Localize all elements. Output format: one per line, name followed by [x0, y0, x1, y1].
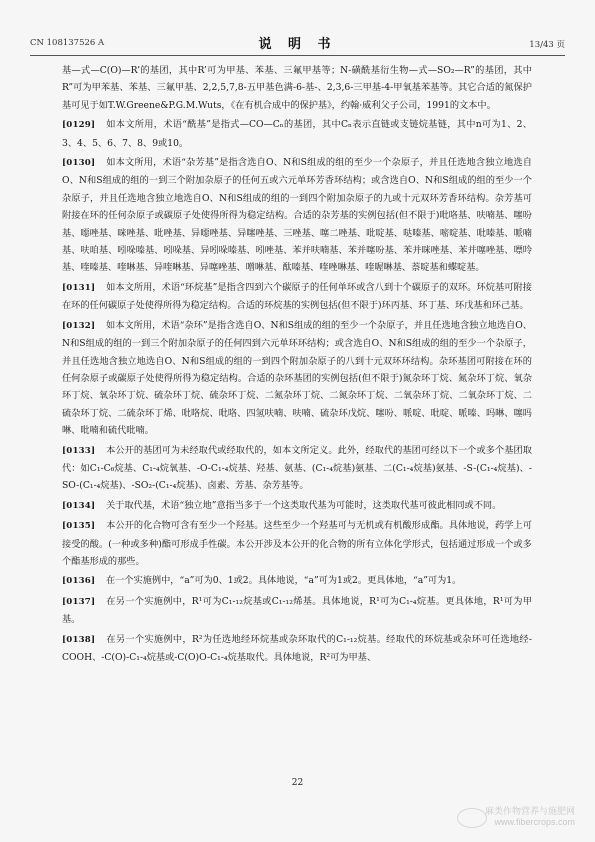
document-body [62, 62, 532, 668]
page-header [30, 34, 565, 50]
paragraph-text: 如本文所用，术语“杂芳基”是指含选自O、N和S组成的组的至少一个杂原子，并且任选地含独立地选自O、N和S组成的组的一到三个附加杂原子的任何五或六元单环芳香环结构；或含选自O、N和S组成的组的至少一个杂原子，并且任选地含独立地选自O、N和S组成的组的一到四个附加杂原子的九或十元双环芳香环结构。杂芳基可附接在环的任何杂原子或碳原子处使得所得为稳定结构。合适的杂芳基的实例包括(但不限于)吡咯基、呋喃基、噻吩基、噁唑基、咪唑基、吡唑基、异噁唑基、异噻唑基、三唑基、噻二唑基、吡啶基、哒嗪基、嘧啶基、吡嗪基、哌喃基、呋咱基、吲哚嗪基、吲哚基、异吲哚嗪基、吲唑基、苯并呋喃基、苯并噻吩基、苯并咪唑基、苯并噻唑基、嘌呤基、喹嗪基、喹啉基、异喹啉基、异噻唑基、噌啉基、酞嗪基、喹唑啉基、喹喔啉基、萘啶基和蝶啶基。 [62, 157, 532, 274]
paragraph-text: 在另一个实施例中，R¹可为C₁-₁₂烷基或C₁-₁₂烯基。具体地说，R¹可为C₁-₄烷基。更具体地，R¹可为甲基。 [62, 595, 532, 626]
paragraph-number: [0136] [62, 576, 96, 587]
paragraph-text: 关于取代基，术语“独立地”意指当多于一个这类取代基为可能时，这类取代基可彼此相同或不同。 [106, 499, 502, 511]
paragraph-number: [0131] [62, 282, 96, 293]
paragraph-0135 [62, 517, 532, 570]
paragraph-number: [0137] [62, 596, 96, 607]
paragraph-0130 [62, 154, 532, 277]
watermark-logo-icon [457, 808, 487, 828]
paragraph-text: 在一个实施例中，“a”可为0、1或2。具体地说，“a”可为1或2。更具体地，“a”可为1。 [106, 575, 462, 587]
paragraph-continuation [62, 62, 532, 114]
paragraph-number: [0138] [62, 634, 96, 645]
paragraph-number: [0129] [62, 120, 96, 131]
header-rule [30, 55, 565, 56]
watermark-url: www.fibercrops.com [494, 817, 575, 827]
paragraph-number: [0130] [62, 158, 96, 169]
paragraph-0133 [62, 442, 532, 495]
paragraph-0138 [62, 631, 532, 667]
paragraph-text: 如本文所用，术语“环烷基”是指含四到六个碳原子的任何单环或含八到十个碳原子的双环。环烷基可附接在环的任何碳原子处使得所得为稳定结构。合适的环烷基的实例包括(但不限于)环丙基、环丁基、环戊基和环己基。 [62, 281, 532, 312]
paragraph-number: [0135] [62, 521, 96, 532]
paragraph-0137 [62, 593, 532, 629]
paragraph-0136 [62, 572, 532, 590]
paragraph-text: 基—式—C(O)—R’的基团，其中R’可为甲基、苯基、三氟甲基等；N-磺酰基衍生物—式—SO₂—R”的基团，其中R”可为甲苯基、苯基、三氟甲基、2,2,5,7,8-五甲基色满-6-基-、2,3,6-三甲基-4-甲氧基苯基等。其它合适的氮保护基可见于如T.W.Greene&P.G.M.Wuts，《在有机合成中的保护基》，约翰·威利父子公司，1991的文本中。 [62, 65, 532, 111]
page-indicator: 13/43 页 [529, 40, 565, 50]
paragraph-number: [0134] [62, 500, 96, 511]
paragraph-text: 如本文所用，术语“酰基”是指式—CO—Cₙ的基团，其中Cₙ表示直链或支链烷基链，其中n可为1、2、3、4、5、6、7、8、9或10。 [62, 119, 532, 149]
patent-number: CN 108137526 A [30, 38, 105, 48]
paragraph-text: 本公开的化合物可含有至少一个羟基。这些至少一个羟基可与无机或有机酸形成酯。具体地说，药学上可接受的酸。(一种或多种)酯可形成手性碳。本公开涉及本公开的化合物的所有立体化学形式，包括通过形成一个或多个酯基形成的那些。 [62, 520, 532, 567]
paragraph-0132 [62, 317, 532, 440]
document-title: 说 明 书 [258, 37, 337, 52]
watermark [485, 806, 575, 828]
paragraph-0134 [62, 497, 532, 515]
paragraph-text: 如本文所用，术语“杂环”是指含选自O、N和S组成的组的至少一个杂原子，并且任选地含独立地选自O、N和S组成的组的一到三个附加杂原子的任何四到六元单环环结构；或含选自O、N和S组成的组的至少一个杂原子，并且任选地含独立地选自O、N和S组成的组的一到四个附加杂原子的八到十元双环环结构。杂环基团可附接在环的任何杂原子或碳原子处使得所得为稳定结构。合适的杂环基团的实例包括(但不限于)氮杂环丁烷、氮杂环丁烷、氧杂环丁烷、氧杂环丁烷、硫杂环丁烷、硫杂环丁烷、二氮杂环丁烷、二氮杂环丁烷、二氧杂环丁烷、二氧杂环丁烷、二硫杂环丁烷、二硫杂环丁烯、吡咯烷、吡咯、四氢呋喃、呋喃、硫杂环戊烷、噻吩、哌啶、吡啶、哌嗪、吗啉、噻吗啉、吡喃和硫代吡喃。 [62, 319, 532, 437]
paragraph-0129 [62, 116, 532, 152]
watermark-title: 麻类作物营养与施肥网 [484, 806, 575, 816]
paragraph-number: [0133] [62, 445, 96, 456]
paragraph-number: [0132] [62, 320, 96, 331]
paragraph-text: 本公开的基团可为未经取代或经取代的，如本文所定义。此外，经取代的基团可经以下一个或多个基团取代：如C₁-C₆烷基、C₁-₄烷氧基、-O-C₁-₄烷基、羟基、氨基、(C₁-₄烷基)氨基、二(C₁-₄烷基)氨基、-S-(C₁-₄烷基)、-SO-(C₁-₄烷基)、-SO₂-(C₁-₄烷基)、卤素、芳基、杂芳基等。 [62, 444, 532, 492]
paragraph-0131 [62, 279, 532, 315]
page-number: 22 [291, 778, 304, 788]
paragraph-text: 在另一个实施例中，R²为任选地经环烷基或杂环取代的C₁-₁₂烷基。经取代的环烷基或杂环可任选地经-COOH、-C(O)-C₁-₄烷基或-C(O)O-C₁-₄烷基取代。具体地说，R²可为甲基、 [62, 633, 532, 663]
